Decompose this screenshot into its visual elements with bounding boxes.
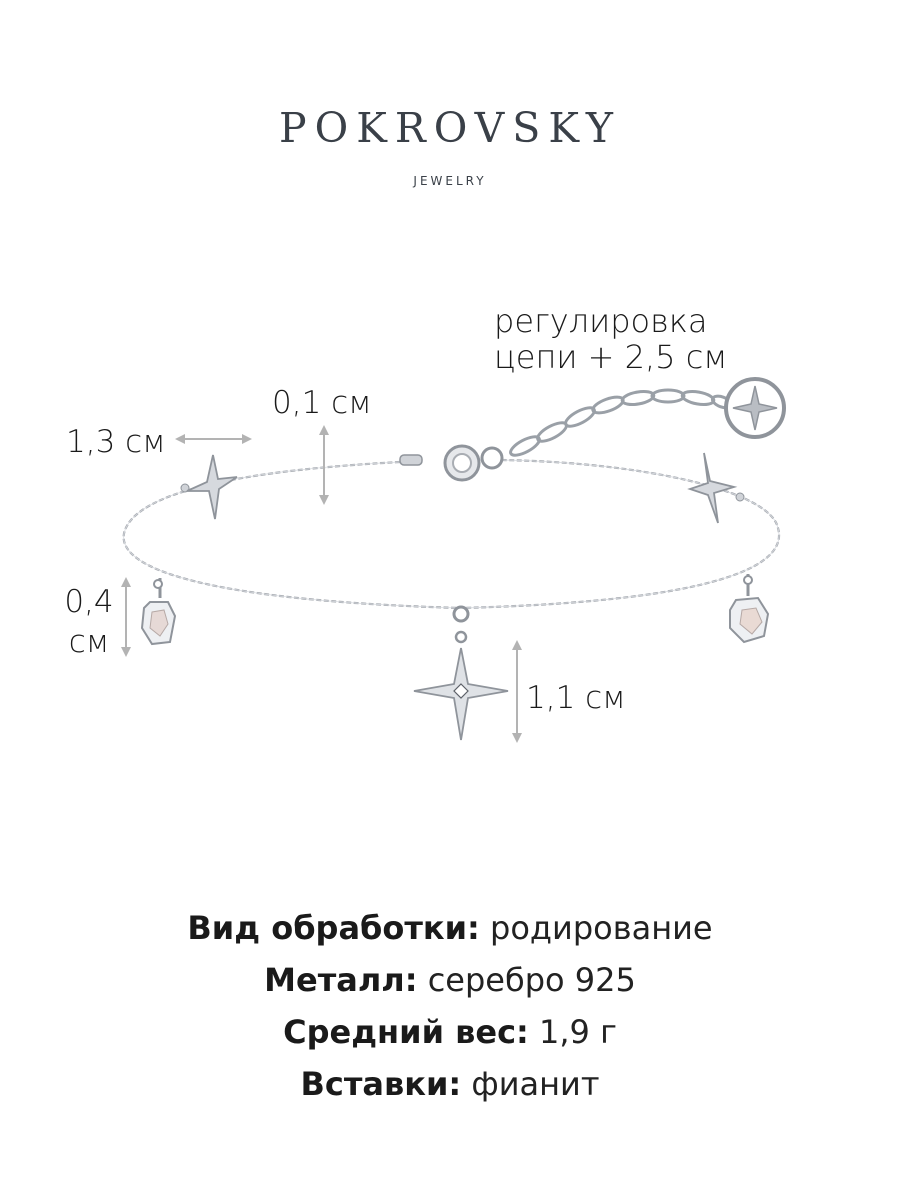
spec-value: 1,9 г [539, 1013, 617, 1051]
chain-adjustment-line1: регулировка [494, 302, 708, 340]
stone-size-line1: 0,4 [64, 584, 114, 620]
spec-label: Металл: [264, 961, 418, 999]
spec-metal [0, 954, 900, 1006]
brand-logo: POKROVSKY [279, 104, 621, 152]
medallion-charm [726, 379, 784, 437]
thickness-label: 0,1 см [272, 385, 372, 421]
spec-inserts [0, 1058, 900, 1110]
stone-charm-left [142, 578, 175, 644]
star-charm-right [690, 453, 744, 523]
spec-label: Средний вес: [283, 1013, 529, 1051]
chain-adjustment-line2: цепи + 2,5 см [494, 338, 728, 376]
charm-width-label: 1,3 см [66, 424, 166, 460]
brand-subtitle: JEWELRY [413, 174, 487, 188]
lobster-clasp [400, 446, 502, 480]
stone-size-line2: см [68, 624, 110, 660]
spec-label: Вид обработки: [187, 909, 480, 947]
spec-finish [0, 902, 900, 954]
product-specs [0, 902, 900, 1110]
spec-label: Вставки: [300, 1065, 462, 1103]
star-pendant-center [414, 607, 508, 740]
stone-size-label [54, 582, 124, 662]
star-charm-left [181, 455, 237, 519]
spec-value: серебро 925 [427, 961, 636, 999]
chain-adjustment-label [494, 303, 727, 375]
extension-chain [508, 389, 733, 458]
spec-value: фианит [471, 1065, 600, 1103]
spec-weight [0, 1006, 900, 1058]
spec-value: родирование [490, 909, 713, 947]
stone-charm-right [730, 574, 768, 642]
charm-height-label: 1,1 см [526, 680, 626, 716]
